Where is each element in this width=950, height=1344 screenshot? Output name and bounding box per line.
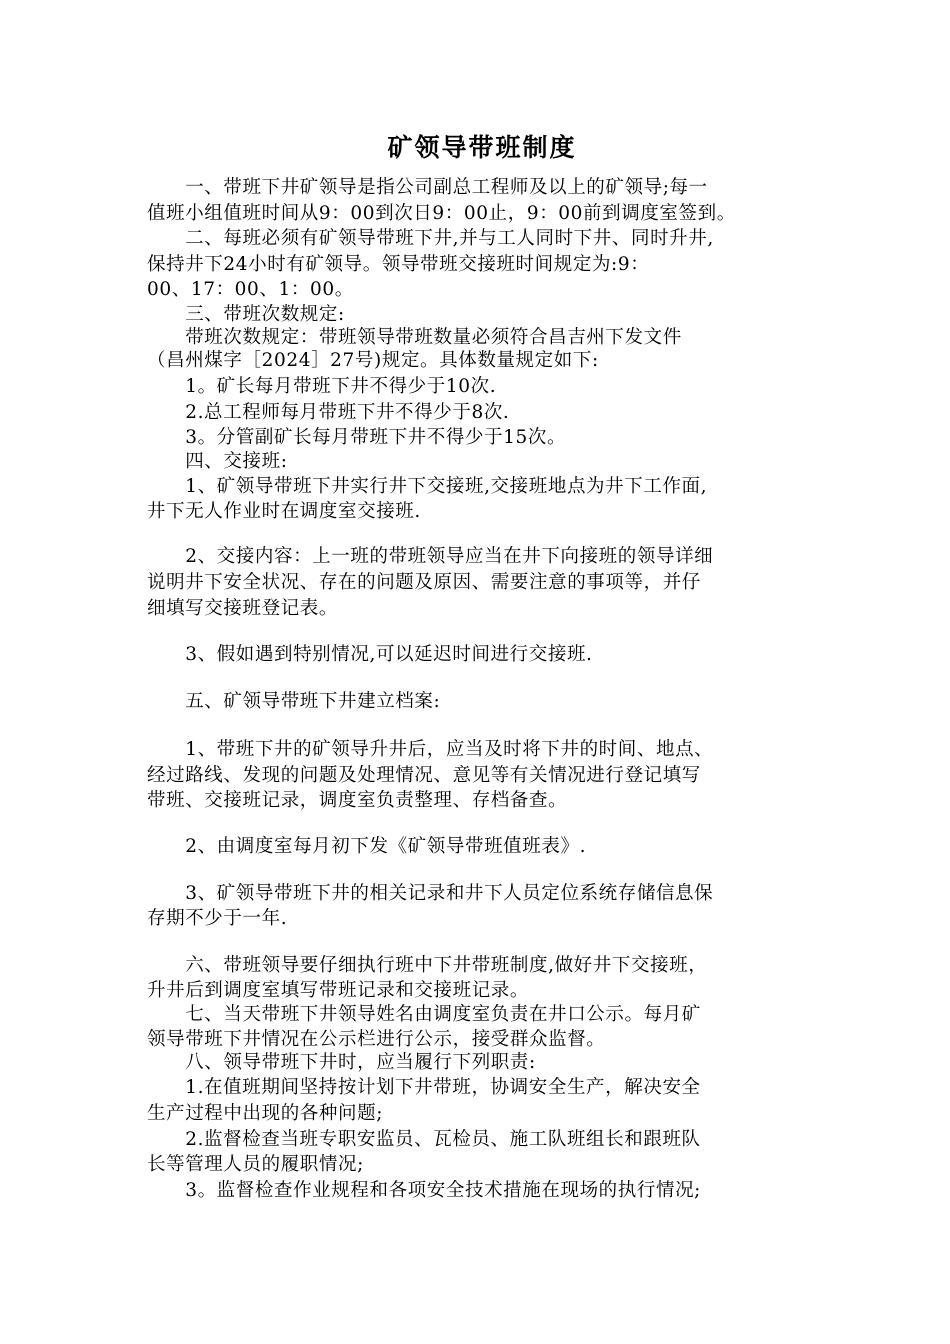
text-line: 1、矿领导带班下井实行井下交接班,交接班地点为井下工作面, — [147, 476, 708, 497]
text-line: 1。矿长每月带班下井不得少于10次. — [147, 376, 497, 397]
text-line: 00、17：00、1：00。 — [147, 279, 354, 300]
text-line: 井下无人作业时在调度室交接班. — [147, 501, 421, 522]
text-line: 长等管理人员的履职情况; — [147, 1154, 364, 1175]
text-line: 带班、交接班记录，调度室负责整理、存档备查。 — [147, 790, 568, 811]
text-line: 升井后到调度室填写带班记录和交接班记录。 — [147, 980, 530, 1001]
text-line: 1.在值班期间坚持按计划下井带班，协调安全生产，解决安全 — [147, 1077, 701, 1098]
text-line: 经过路线、发现的问题及处理情况、意见等有关情况进行登记填写 — [147, 765, 701, 786]
text-line: 细填写交接班登记表。 — [147, 598, 339, 619]
text-line: 保持井下24小时有矿领导。领导带班交接班时间规定为:9： — [147, 254, 650, 275]
text-line: 带班次数规定：带班领导带班数量必须符合昌吉州下发文件 — [147, 327, 682, 348]
text-line: 一、带班下井矿领导是指公司副总工程师及以上的矿领导;每一 — [147, 177, 708, 198]
text-line: 1、带班下井的矿领导升井后，应当及时将下井的时间、地点、 — [147, 739, 714, 760]
text-line: 3。监督检查作业规程和各项安全技术措施在现场的执行情况; — [147, 1180, 702, 1201]
text-line: 六、带班领导要仔细执行班中下井带班制度,做好井下交接班， — [147, 955, 708, 976]
text-line: 四、交接班: — [147, 451, 288, 472]
text-line: 生产过程中出现的各种问题; — [147, 1103, 384, 1124]
text-line: 3。分管副矿长每月带班下井不得少于15次。 — [147, 427, 567, 448]
text-line: 领导带班下井情况在公示栏进行公示，接受群众监督。 — [147, 1029, 606, 1050]
text-line: 八、领导带班下井时，应当履行下列职责: — [147, 1052, 536, 1073]
text-line: 2、由调度室每月初下发《矿领导带班值班表》. — [147, 836, 587, 857]
text-line: 存期不少于一年. — [147, 908, 288, 929]
text-line: （昌州煤字［2024］27号)规定。具体数量规定如下: — [147, 350, 599, 371]
text-line: 二、每班必须有矿领导带班下井,并与工人同时下井、同时升井, — [147, 228, 714, 249]
document-title: 矿领导带班制度 — [387, 133, 577, 162]
text-line: 说明井下安全状况、存在的问题及原因、需要注意的事项等，并仔 — [147, 572, 701, 593]
text-line: 2.监督检查当班专职安监员、瓦检员、施工队班组长和跟班队 — [147, 1129, 701, 1150]
text-line: 3、假如遇到特别情况,可以延迟时间进行交接班. — [147, 644, 593, 665]
text-line: 七、当天带班下井领导姓名由调度室负责在井口公示。每月矿 — [147, 1004, 701, 1025]
text-line: 三、带班次数规定: — [147, 304, 345, 325]
text-line: 2、交接内容：上一班的带班领导应当在井下向接班的领导详细 — [147, 546, 714, 567]
text-line: 3、矿领导带班下井的相关记录和井下人员定位系统存储信息保 — [147, 883, 714, 904]
text-line: 2.总工程师每月带班下井不得少于8次. — [147, 402, 510, 423]
text-line: 值班小组值班时间从9：00到次日9：00止，9：00前到调度室签到。 — [147, 203, 736, 224]
text-line: 五、矿领导带班下井建立档案: — [147, 691, 441, 712]
